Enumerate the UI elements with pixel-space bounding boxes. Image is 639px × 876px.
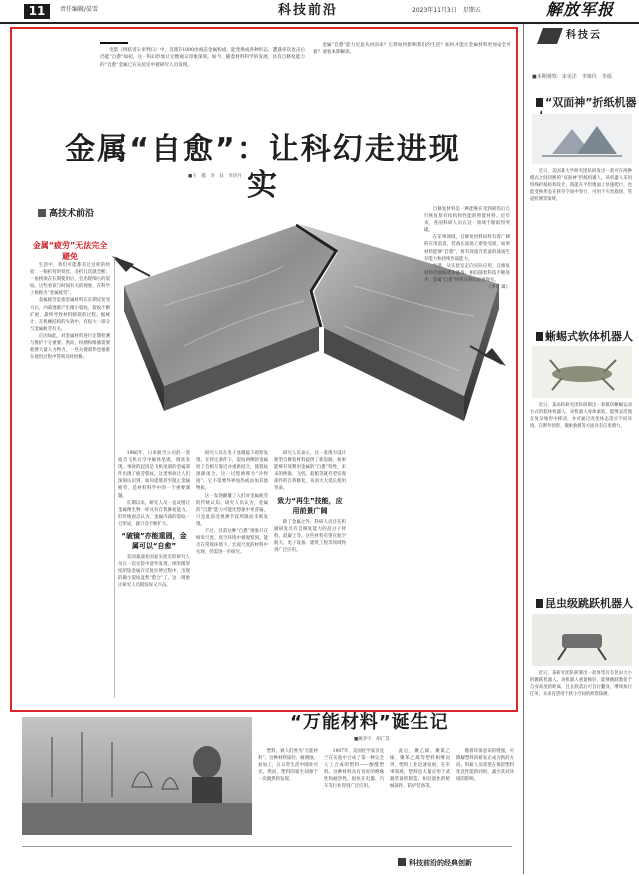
editor-credit: 责任编辑/晏雪 bbox=[60, 6, 99, 13]
rail-item1-title: “双面神”折纸机器 bbox=[536, 96, 639, 124]
column-divider bbox=[114, 258, 115, 698]
masthead-logo: 解放军报 bbox=[546, 0, 615, 19]
page-header bbox=[0, 0, 639, 22]
footer-tag: 科技前沿的经典创新 bbox=[398, 858, 472, 868]
article-column-4: 研究人员表示，这一发现为设计新型自修复材料提供了新思路。如果能够有效利用金属的“自愈”特性，未来的桥梁、飞机、船舶等就有望实现部件的自我修复，从而大大延长使用寿命。 致力“再生”技能，应用前景广阔 除了金属之外，科研人员还在积极研发具有自修复能力的高分子材料、混凝土等。这些材料有望在航空航天、电子设备、建筑工程等领域得到广泛应用。 bbox=[274, 451, 346, 553]
footer-tag-icon bbox=[398, 858, 406, 866]
rail-item3-text: 近日，某研究团队研制出一款体型仅有昆虫大小的跳跃机器人。该机器人重量极轻，能够跳跃数倍于自身高度的距离，且在跌落后可自行翻身，继续执行任务，未来有望用于狭小空间的侦察探测。 bbox=[530, 671, 632, 697]
article-column-1: 生活中，我们可能都有过这样的经验：一根折弯的铁丝，多折几次就会断；一座桥梁在长期使用后，会出现细小的裂纹。这些看似与时间有关的现象，在科学上被称为“金属疲劳”。 金属疲劳是指金属材料在长期反复受力后，内部逐渐产生微小裂纹，裂纹不断扩展，最终导致材料断裂的过程。据统计，在机械结构的失效中，有很大一部分与金属疲劳有关。 正因如此，对金属材料进行定期检测与维护十分重要。然而，检测和维修需要耗费大量人力物力，一些关键部件也很难在使用过程中得到及时检修。 bbox=[30, 263, 110, 361]
subhead-applications: 致力“再生”技能，应用前景广阔 bbox=[277, 496, 343, 515]
lead-bar bbox=[100, 42, 128, 44]
historic-lab-photo bbox=[22, 717, 252, 835]
rail-tag-block-icon bbox=[537, 28, 563, 44]
lead-paragraph-right: 金属“自愈”能力究竟从何而来？它将如何影响我们的生活？如何才能让金属材料更加安全可靠？请看本期解读。 bbox=[313, 43, 511, 56]
bottom-separator bbox=[22, 846, 512, 847]
title-mark-icon bbox=[536, 98, 543, 107]
article-column-3: 研究人员在电子显微镜下观察发现，在特定条件下，裂纹两侧的金属原子会相互靠近并重新结合，使裂纹逐渐闭合。这一过程被称为“冷焊接”，它不需要外界加热或添加其他物质。 这一发现颠覆了人们对金属疲劳的传统认知。研究人员认为，金属的“自愈”能力可能比想象中更普遍，只是此前受观测手段所限而未被发现。 不过，目前这种“自愈”现象只在纳米尺度、真空环境中被观察到，能否在常规环境下、宏观尺度的材料中实现，仍需进一步研究。 bbox=[196, 451, 268, 556]
rail-section-tag: 科技云 bbox=[532, 26, 630, 46]
subhead-fatigue: 金属“疲劳”无法完全避免 bbox=[32, 241, 108, 261]
jumping-robot-photo bbox=[532, 614, 632, 666]
rail-divider bbox=[523, 24, 524, 874]
bottom-article-byline: ■姚李宇 胡广昊 bbox=[354, 737, 390, 742]
article-column-2: 1966年，日本航空公司的一架波音飞机在空中解体坠毁，调查发现，事故的起因是飞机尾部的金属部件出现了疲劳裂纹。这类事故让人们深刻认识到，如何延缓甚至阻止金属疲劳，是材料科学中的一个重要课题。 长期以来，研究人员一直试图让金属像生物一样具有自我修复能力。但传统观点认为，金属内部的裂纹一旦形成，就只会不断扩大。 “破镜”亦能重圆，金属可以“自愈” 美国桑迪亚国家实验室的研究人员在一次实验中意外发现，纳米级厚度的铂金属在反复拉伸过程中，出现的微小裂纹竟然“愈合”了。这一现象让研究人员既惊讶又兴奋。 bbox=[118, 451, 190, 589]
title-mark-icon bbox=[536, 332, 543, 341]
bottom-article-title: “万能材料”诞生记 bbox=[290, 712, 449, 733]
rail-item2-text: 近日，某高校研究团队研制出一款模仿蜥蜴运动方式的软体机器人。该机器人身体柔软，能够灵活地在复杂地形中移动，并可通过改变体态适应不同环境，在野外侦察、搜索救援等方面具有应用潜力。 bbox=[530, 403, 632, 429]
section-title: 科技前沿 bbox=[278, 3, 339, 18]
rail-item1-text: 近日，美国某大学研究团队研发出一款可在两种模式之间切换的“双面神”折纸机器人。该机器人采用特殊折纸结构设计，既能在平坦地面上快速爬行，也能变换形态在狭窄空间中穿行，可用于灾害救援、管道检测等领域。 bbox=[530, 169, 632, 202]
title-mark-icon bbox=[536, 599, 543, 608]
issue-date: 2023年11月3日 星期五 bbox=[412, 7, 481, 14]
article-column-5: 自修复材料是一种能够在受到损伤后自行恢复原有结构和性能的智能材料。近年来，各国科研人员在这一领域不断取得突破。 在军事领域，自修复材料同样有着广阔的应用前景。装备在战场上难免受损，如果材料能够“自愈”，将有效提升装备的战场生存能力和持续作战能力。 当然，从实验室走向实际应用，自修复材料仍面临诸多挑战。相信随着科技不断进步，金属“自愈”终将从科幻走进现实。 （李黄 辑） bbox=[424, 207, 510, 291]
bottom-column-2: 1907年，美国化学家贝克兰在实验中合成了第一种完全人工合成的塑料——酚醛塑料。这种材料具有良好的绝缘性和耐热性，很快在电器、汽车等行业得到广泛应用。 bbox=[324, 749, 384, 790]
rail-item3-title: 昆虫级跳跃机器人 bbox=[536, 597, 633, 611]
column-tag: 高技术前沿 bbox=[38, 208, 94, 220]
bottom-column-4: 随着环保意识的增强，可降解塑料的研发正成为新的方向。科研人员希望在保留塑料优良性能的同时，减少其对环境的影响。 bbox=[456, 749, 514, 783]
article-byline: ■王 越 李 钰 李济月 bbox=[188, 174, 242, 179]
rail-reporters: ■本期观察：宋美洋 李姝仪 李福 bbox=[532, 74, 612, 80]
page-number: 11 bbox=[24, 4, 50, 19]
bottom-column-3: 此后，聚乙烯、聚氯乙烯、聚苯乙烯等塑料相继问世，塑料工业迅速发展。在军事领域，塑料也大量应用于武器装备的制造，如轻量化的枪械部件、防护装备等。 bbox=[390, 749, 450, 790]
origami-robot-photo bbox=[532, 114, 632, 164]
lead-paragraph-left: 电影《终结者2·审判日》中，反派T-1000由液态金属构成，能变换成各种形态，遭遇多次攻击后仍能“自愈”如初。这一科幻形象让无数观众印象深刻。如今，随着材料科学的发展，具有自修复能力的“自愈”金属已在实验室中被研究人员发现。 bbox=[100, 42, 305, 69]
subhead-self-heal: “破镜”亦能重圆，金属可以“自愈” bbox=[121, 532, 187, 551]
header-rule bbox=[0, 22, 639, 24]
bottom-column-1: 塑料，被人们誉为“万能材料”。这种材料质轻、耐腐蚀、易加工，在日常生活中随处可见。然而，塑料的诞生却源于一次偶然的发现。 bbox=[258, 749, 318, 783]
tag-square-icon bbox=[38, 209, 46, 217]
article-headline: 金属“自愈”：让科幻走进现实 bbox=[65, 132, 461, 203]
rail-item2-title: 蜥蜴式软体机器人 bbox=[536, 330, 633, 344]
article-tail: （李黄 辑） bbox=[486, 285, 510, 291]
lizard-robot-photo bbox=[532, 346, 632, 398]
